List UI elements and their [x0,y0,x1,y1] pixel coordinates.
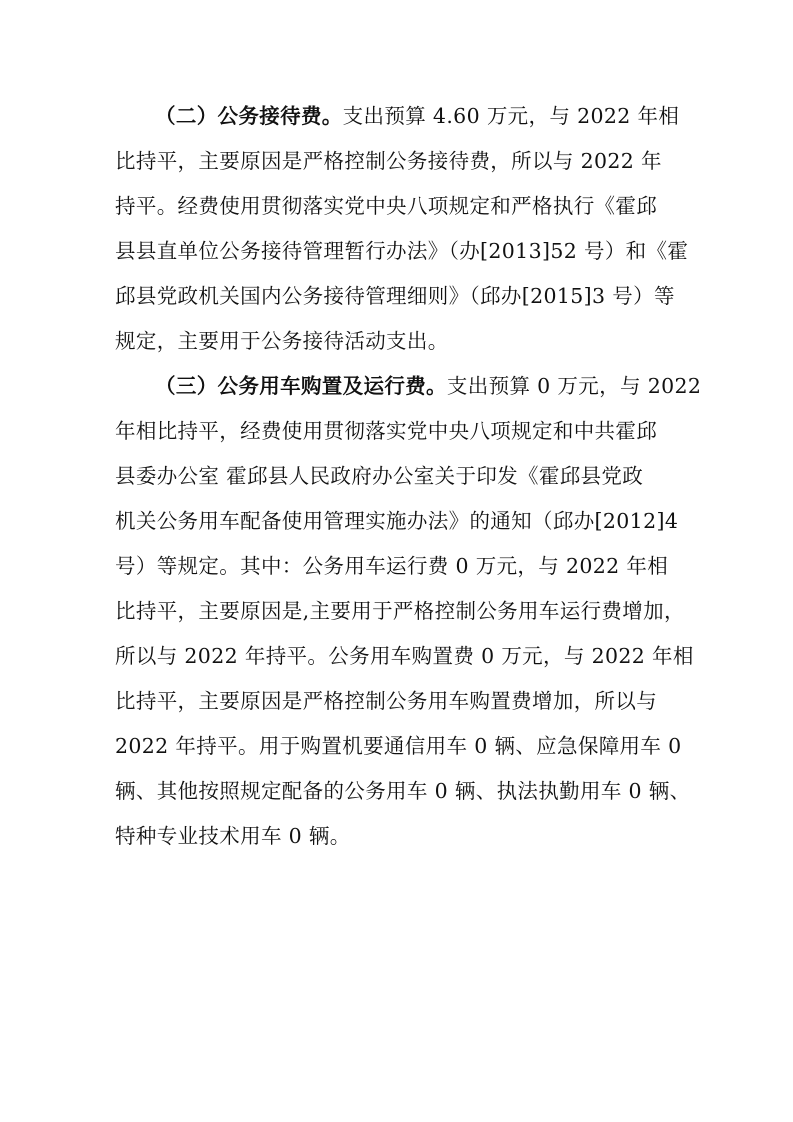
section3-line-2: 年相比持平，经费使用贯彻落实党中央八项规定和中共霍邱 [115,419,658,443]
section2-heading: （二）公务接待费。 [155,104,343,128]
section2-line-5: 邱县党政机关国内公务接待管理细则》（邱办[2015]3 号）等 [115,284,675,308]
section2-line-3: 持平。经费使用贯彻落实党中央八项规定和严格执行《霍邱 [115,194,658,218]
section2-line-6: 规定，主要用于公务接待活动支出。 [115,329,449,353]
section3-line-1 [155,373,702,399]
section2-line-1-text: 支出预算 4.60 万元，与 2022 年相 [342,104,680,128]
section3-heading: （三）公务用车购置及运行费。 [155,374,447,398]
section3-line-1-text: 支出预算 0 万元，与 2022 [446,374,702,398]
section3-line-3: 县委办公室 霍邱县人民政府办公室关于印发《霍邱县党政 [115,464,644,488]
section3-line-11: 特种专业技术用车 0 辆。 [115,824,351,848]
section3-line-10: 辆、其他按照规定配备的公务用车 0 辆、执法执勤用车 0 辆、 [115,779,691,803]
section2-line-1 [155,103,680,129]
section2-line-4: 县县直单位公务接待管理暂行办法》（办[2013]52 号）和《霍 [115,239,689,263]
section3-line-4: 机关公务用车配备使用管理实施办法》的通知（邱办[2012]4 [115,509,679,533]
section3-line-7: 所以与 2022 年持平。公务用车购置费 0 万元，与 2022 年相 [115,644,694,668]
section3-line-5: 号）等规定。其中：公务用车运行费 0 万元，与 2022 年相 [115,554,669,578]
section3-line-6: 比持平，主要原因是,主要用于严格控制公务用车运行费增加， [115,599,685,623]
section3-line-9: 2022 年持平。用于购置机要通信用车 0 辆、应急保障用车 0 [115,734,682,758]
section2-line-2: 比持平，主要原因是严格控制公务接待费，所以与 2022 年 [115,149,662,173]
section3-line-8: 比持平，主要原因是严格控制公务用车购置费增加，所以与 [115,689,658,713]
